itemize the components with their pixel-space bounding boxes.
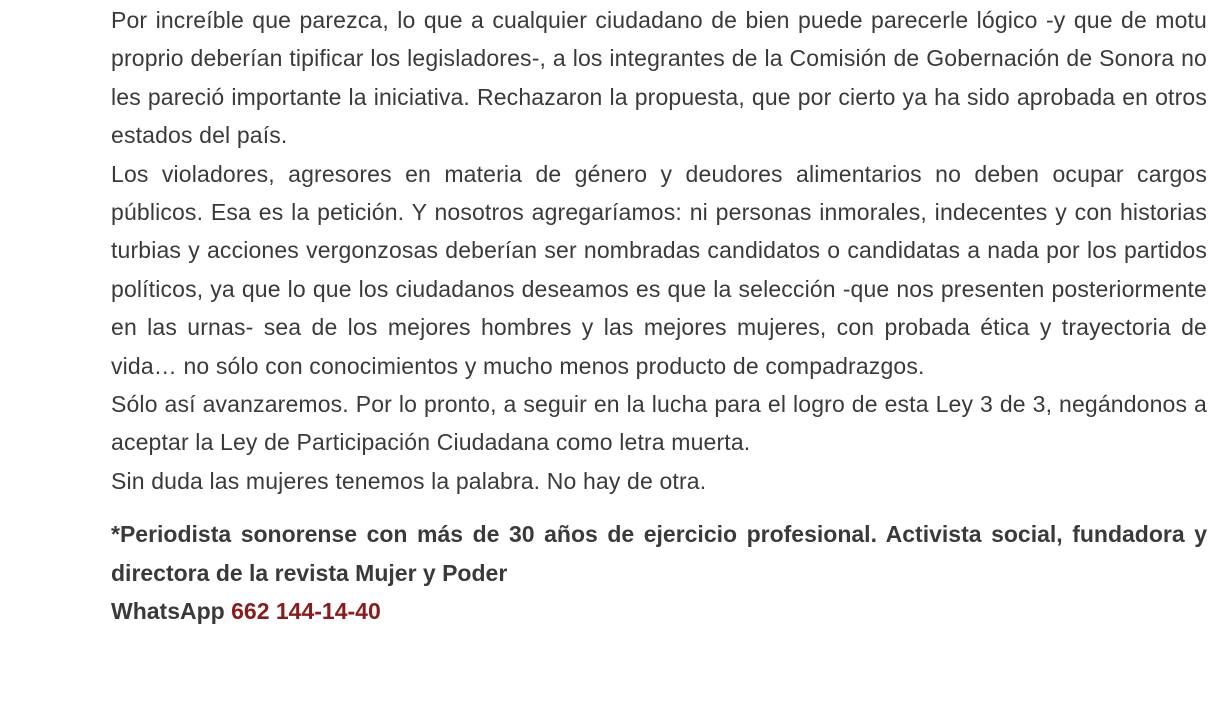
article-paragraph: Sin duda las mujeres tenemos la palabra. No hay de otra. (111, 467, 707, 494)
article-paragraph: Por increíble que parezca, lo que a cualquier ciudadano de bien puede parecerle lógico -y que de motu proprio deberían tipificar los legisladores-, a los integrantes de la Comisión de Gobernación de Sonora no les pareció importante la iniciativa. Rechazaron la propuesta, que por cierto ya ha sido aprobada en otros estados del país. (111, 7, 1207, 149)
author-bio: *Periodista sonorense con más de 30 años de ejercicio profesional. Activista social, fundadora y directora de la revista Mujer y Poder (111, 521, 1207, 586)
author-signature (111, 515, 1207, 631)
contact-label: WhatsApp (111, 598, 225, 625)
phone-link[interactable]: 662 144-14-40 (231, 598, 381, 625)
article-paragraph: Sólo así avanzaremos. Por lo pronto, a seguir en la lucha para el logro de esta Ley 3 de 3, negándonos a aceptar la Ley de Participación Ciudadana como letra muerta. (111, 391, 1207, 456)
contact-line (111, 592, 1207, 631)
article-paragraph: Los violadores, agresores en materia de género y deudores alimentarios no deben ocupar cargos públicos. Esa es la petición. Y nosotros agregaríamos: ni personas inmorales, indecentes y con historias turbias y acciones vergonzosas deberían ser nombradas candidatos o candidatas a nada por los partidos políticos, ya que lo que los ciudadanos deseamos es que la selección -que nos presenten posteriormente en las urnas- sea de los mejores hombres y las mejores mujeres, con probada ética y trayectoria de vida… no sólo con conocimientos y mucho menos producto de compadrazgos. (111, 160, 1207, 379)
article-body (111, 0, 1207, 631)
